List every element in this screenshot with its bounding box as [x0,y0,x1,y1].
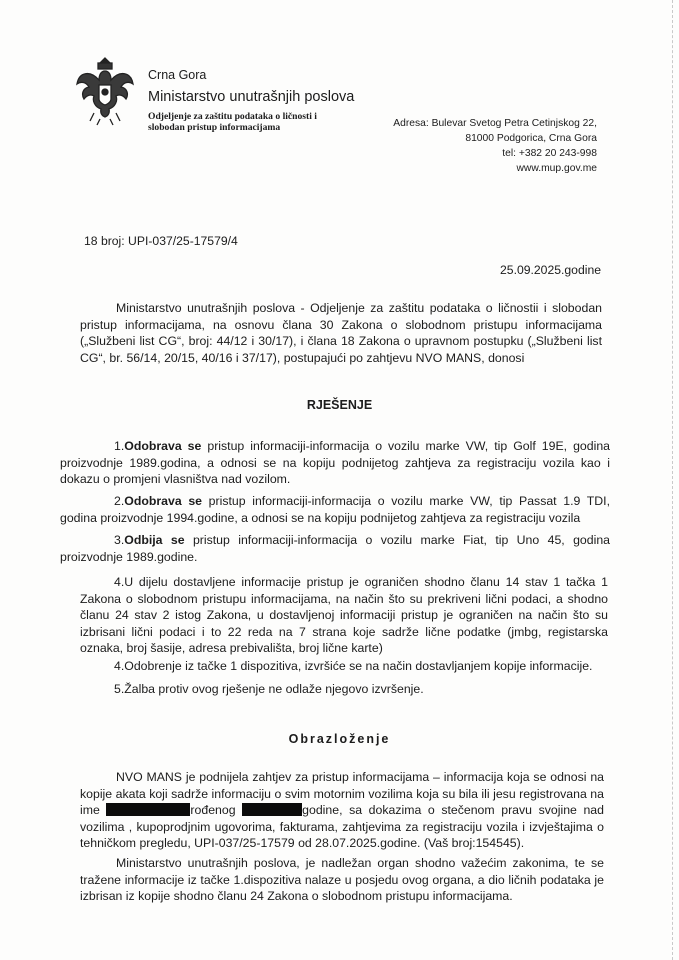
document-date: 25.09.2025.godine [500,263,601,277]
address-line: 81000 Podgorica, Crna Gora [465,133,597,144]
coat-of-arms-icon [74,55,136,127]
item-text: pristup informaciji-informacija o vozilu marke Fiat, tip Uno 45, godina proizvodnje 1989.godine. [60,533,610,564]
phone-line: tel: +382 20 243-998 [502,148,597,159]
header-address [393,116,597,176]
intro-paragraph: Ministarstvo unutrašnjih poslova - Odjeljenje za zaštitu podataka o ličnostii i slobodan pristup informacijama, na osnovu člana 30 Zakona o slobodnom pristupu informacijama („Službeni list CG“, broj: 44/12 i 30/17), i člana 18 Zakona o upravnom postupku („Službeni list CG“, br. 56/14, 20/15, 40/16 i 37/17), postupajući po zahtjevu NVO MANS, donosi [80,301,602,365]
redacted-name [106,803,190,816]
header-department: Odjeljenje za zaštitu podataka o ličnosti i slobodan pristup informacijama [148,111,317,133]
reasoning-title: Obrazloženje [288,732,391,746]
header-country: Crna Gora [148,68,207,82]
decision-item-3 [60,532,610,565]
item-number: 3. [114,533,125,547]
item-text: pristup informaciji-informacija o vozilu marke VW, tip Golf 19E, godina proizvodnje 1989.godina, a odnosi se na kopiju podnijetog zahtjeva za registraciju vozila kao i dokazu o promjeni vlasništva nad vozilom. [60,439,610,486]
decision-item-6: 5.Žalba protiv ovog rješenje ne odlaže njegovo izvršenje. [114,682,424,696]
decision-title: RJEŠENJE [306,398,373,412]
reasoning-text: godine, sa dokazima o stečenom pravu svojine nad vozilima , kupoprodjnim ugovorima, fakturama, zahtjevima za registraciju vozila i izvještajima o tehničkom pregledu, UPI-037/25-17579 od 28.07.2025.godine. (Vaš broj:154545). [80,803,604,850]
decision-item-1 [60,438,610,488]
item-number: 2. [114,494,125,508]
page-edge [671,0,673,960]
item-verdict: Odobrava se [124,439,202,453]
item-number: 1. [114,439,125,453]
reasoning-text: rođenog [190,803,236,817]
website-line: www.mup.gov.me [516,163,597,174]
header-ministry: Ministarstvo unutrašnjih poslova [148,89,355,105]
decision-item-2 [60,493,610,526]
item-text: pristup informaciji-informacija o vozilu marke VW, tip Passat 1.9 TDI, godina proizvodnje 1994.godine, a odnosi se na kopiju podnijetog zahtjeva za registraciju vozila [60,494,610,525]
decision-item-5: 4.Odobrenje iz tačke 1 dispozitiva, izvršiće se na način dostavljanjem kopije informacije. [114,659,593,673]
item-verdict: Odbija se [124,533,185,547]
item-verdict: Odobrava se [124,494,202,508]
redacted-birthdate [242,803,302,816]
decision-item-4: 4.U dijelu dostavljene informacije pristup je ograničen shodno članu 14 stav 1 tačka 1 Zakona o slobodnom pristupu informacijama, na način što su prekriveni lični podaci, a shodno članu 24 stav 2 istog Zakona, u dostavljenoj informaciji pristup je ograničen na način što su izbrisani lični podaci i to 22 reda na 7 strana koje sadrže lične podatke (jmbg, registarska oznaka, broj šasije, adresa prebivališta, broj lične karte) [80,575,608,655]
reasoning-text: NVO MANS je podnijela zahtjev za pristup informacijama – informacija koja se odnosi na kopije akata koji sadrže informaciju o svim motornim vozilima koja su bila ili jesu registrovana na ime [80,770,604,817]
reasoning-paragraph-1 [80,769,604,852]
reasoning-paragraph-2: Ministarstvo unutrašnjih poslova, je nadležan organ shodno važećim zakonima, te se tražene informacije iz tačke 1.dispozitiva nalaze u posjedu ovog organa, a dio ličnih podataka je izbrisan iz kopije shodno članu 24 Zakona o slobodnom pristupu informacijama. [80,856,604,903]
reference-number: 18 broj: UPI-037/25-17579/4 [84,234,238,248]
address-line: Adresa: Bulevar Svetog Petra Cetinjskog 22, [393,118,597,129]
